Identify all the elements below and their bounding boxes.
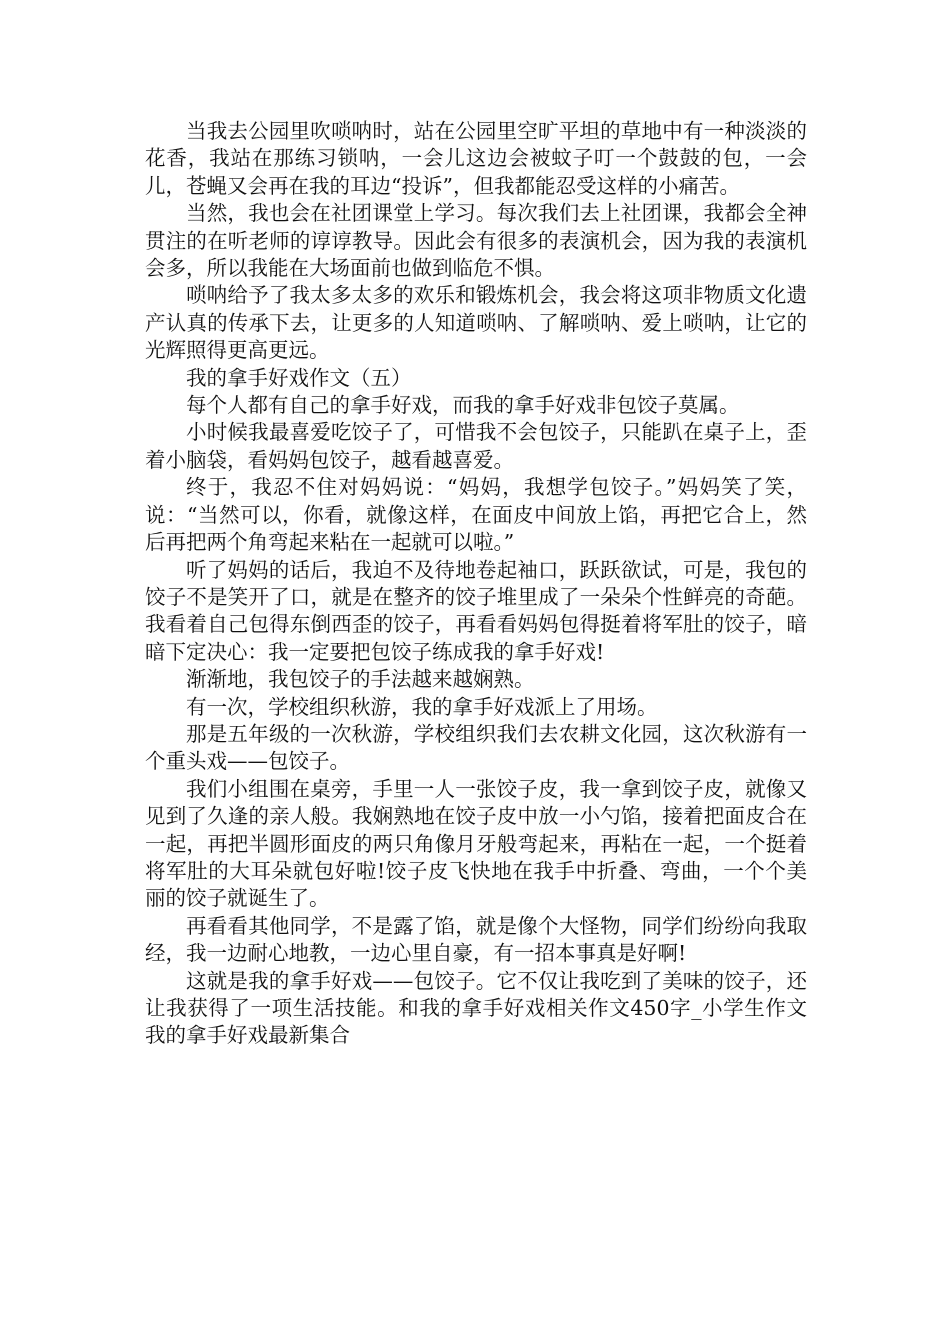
document-body [145, 118, 807, 1050]
paragraph-making-dumplings: 我们小组围在桌旁，手里一人一张饺子皮，我一拿到饺子皮，就像又见到了久逢的亲人般。我娴熟地在饺子皮中放一小勺馅，接着把面皮合在一起，再把半圆形面皮的两只角像月牙般弯起来，再粘在一起，一个挺着将军肚的大耳朵就包好啦!饺子皮飞快地在我手中折叠、弯曲，一个个美丽的饺子就诞生了。 [145, 776, 807, 911]
paragraph-conclusion: 这就是我的拿手好戏——包饺子。它不仅让我吃到了美味的饺子，还让我获得了一项生活技能。和我的拿手好戏相关作文450字_小学生作文我的拿手好戏最新集合 [145, 968, 807, 1048]
paragraph-club-class: 当然，我也会在社团课堂上学习。每次我们去上社团课，我都会全神贯注的在听老师的谆谆教导。因此会有很多的表演机会，因为我的表演机会多，所以我能在大场面前也做到临危不惧。 [145, 201, 807, 281]
paragraph-autumn-trip: 有一次，学校组织秋游，我的拿手好戏派上了用场。 [186, 694, 658, 719]
paragraph-farm-park: 那是五年级的一次秋游，学校组织我们去农耕文化园，这次秋游有一个重头戏——包饺子。 [145, 721, 807, 774]
paragraph-ask-mother: 终于，我忍不住对妈妈说：“妈妈，我想学包饺子。”妈妈笑了笑，说：“当然可以，你看，就像这样，在面皮中间放上馅，再把它合上，然后再把两个角弯起来粘在一起就可以啦。” [145, 475, 807, 555]
paragraph-childhood: 小时候我最喜爱吃饺子了，可惜我不会包饺子，只能趴在桌子上，歪着小脑袋，看妈妈包饺子，越看越喜爱。 [145, 420, 807, 472]
paragraph-first-try: 听了妈妈的话后，我迫不及待地卷起袖口，跃跃欲试，可是，我包的饺子不是笑开了口，就是在整齐的饺子堆里成了一朵朵个性鲜亮的奇葩。我看着自己包得东倒西歪的饺子，再看看妈妈包得挺着将军肚的饺子，暗暗下定决心：我一定要把包饺子练成我的拿手好戏! [145, 557, 807, 664]
essay-heading: 我的拿手好戏作文（五） [186, 365, 412, 390]
paragraph-dumplings-intro: 每个人都有自己的拿手好戏，而我的拿手好戏非包饺子莫属。 [186, 393, 740, 418]
paragraph-classmates: 再看看其他同学，不是露了馅，就是像个大怪物，同学们纷纷向我取经，我一边耐心地教，一边心里自豪，有一招本事真是好啊! [145, 913, 807, 966]
paragraph-improving: 渐渐地，我包饺子的手法越来越娴熟。 [186, 667, 535, 692]
paragraph-suona-heritage: 唢呐给予了我太多太多的欢乐和锻炼机会，我会将这项非物质文化遗产认真的传承下去，让更多的人知道唢呐、了解唢呐、爱上唢呐，让它的光辉照得更高更远。 [145, 283, 807, 363]
paragraph-suona-park: 当我去公园里吹唢呐时，站在公园里空旷平坦的草地中有一种淡淡的花香，我站在那练习锁呐，一会儿这边会被蚊子叮一个鼓鼓的包，一会儿，苍蝇又会再在我的耳边“投诉”，但我都能忍受这样的小痛苦。 [145, 119, 807, 198]
